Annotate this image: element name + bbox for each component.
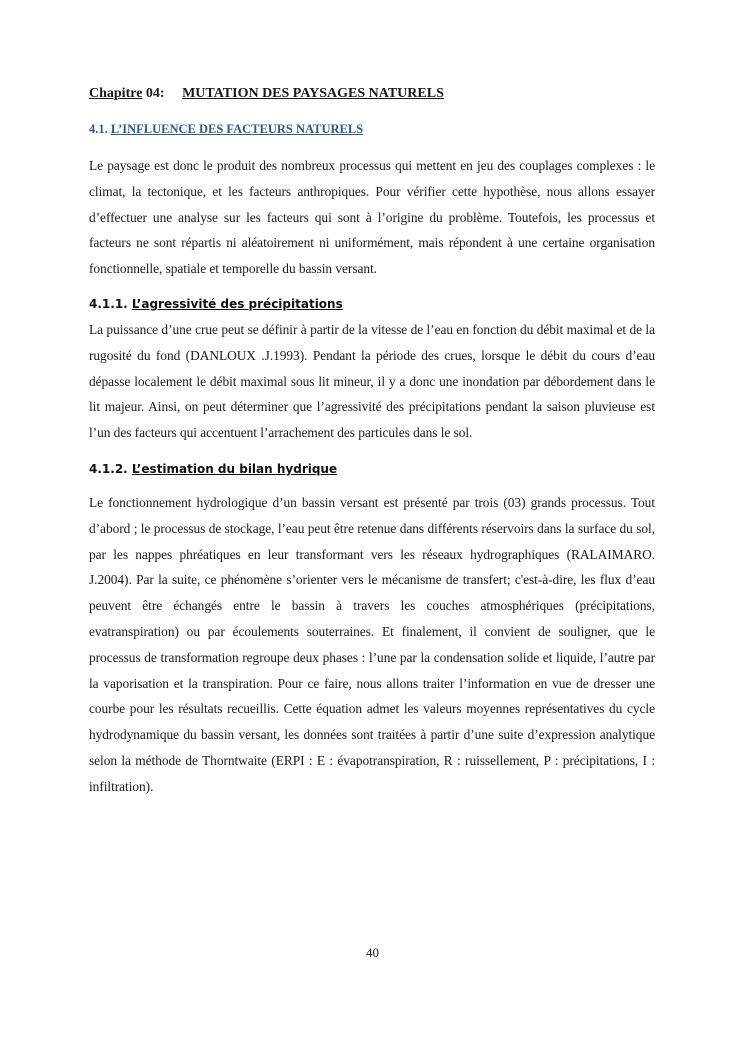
page-number: 40 bbox=[366, 945, 379, 960]
subsection-title: L’agressivité des précipitations bbox=[131, 296, 343, 311]
subsection-heading-4-1-2 bbox=[89, 462, 655, 476]
subsection-heading-4-1-1 bbox=[89, 297, 655, 311]
subsection-number: 4.1.1. bbox=[89, 296, 128, 311]
chapter-label: Chapitre bbox=[89, 86, 143, 101]
subsection-title: L’estimation du bilan hydrique bbox=[131, 461, 338, 476]
subsection-number: 4.1.2. bbox=[89, 461, 128, 476]
subsection-paragraph-4-1-2: Le fonctionnement hydrologique d’un bassin versant est présenté par trois (03) grands processus. Tout d’abord ; le processus de stockage, l’eau peut être retenue dans différents réservoirs dans la surface du sol, par les nappes phréatiques en leur transformant vers les réseaux hydrographiques (RALAIMARO. J.2004). Par la suite, ce phénomène s’orienter vers le mécanisme de transfert; c'est-à-dire, les flux d’eau peuvent être échangés entre le bassin à travers les couches atmosphériques (précipitations, evatranspiration) ou par écoulements souterraines. Et finalement, il convient de souligner, que le processus de transformation regroupe deux phases : l’une par la condensation solide et liquide, l’autre par la vaporisation et la transpiration. Pour ce faire, nous allons traiter l’information en vue de dresser une courbe pour les résultats recueillis. Cette équation admet les valeurs moyennes représentatives du cycle hydrodynamique du bassin versant, les données sont traitées à partir d’une suite d’expression analytique selon la méthode de Thorntwaite (ERPI : E : évapotranspiration, R : ruissellement, P : précipitations, I : infiltration). bbox=[89, 494, 655, 794]
section-heading bbox=[89, 122, 655, 137]
section-title: L’INFLUENCE DES FACTEURS NATURELS bbox=[110, 122, 364, 136]
subsection-paragraph-4-1-1: La puissance d’une crue peut se définir à partir de la vitesse de l’eau en fonction du débit maximal et de la rugosité du fond (DANLOUX .J.1993). Pendant la période des crues, lorsque le débit du cours d’eau dépasse localement le débit maximal sous lit mineur, il y a donc une inondation par débordement dans le lit majeur. Ainsi, on peut déterminer que l’agressivité des précipitations pendant la saison pluvieuse est l’un des facteurs qui accentuent l’arrachement des particules dans le sol. bbox=[89, 321, 655, 441]
chapter-number: 04: bbox=[145, 86, 165, 101]
chapter-heading bbox=[89, 86, 655, 102]
section-number: 4.1. bbox=[89, 122, 108, 136]
page-content bbox=[89, 86, 655, 800]
chapter-title: MUTATION DES PAYSAGES NATURELS bbox=[182, 86, 444, 101]
section-paragraph: Le paysage est donc le produit des nombreux processus qui mettent en jeu des couplages complexes : le climat, la tectonique, et les facteurs anthropiques. Pour vérifier cette hypothèse, nous allons essayer d’effectuer une analyse sur les facteurs qui sont à l’origine du problème. Toutefois, les processus et facteurs ne sont répartis ni aléatoirement ni uniformément, mais répondent à une certaine organisation fonctionnelle, spatiale et temporelle du bassin versant. bbox=[89, 158, 655, 277]
